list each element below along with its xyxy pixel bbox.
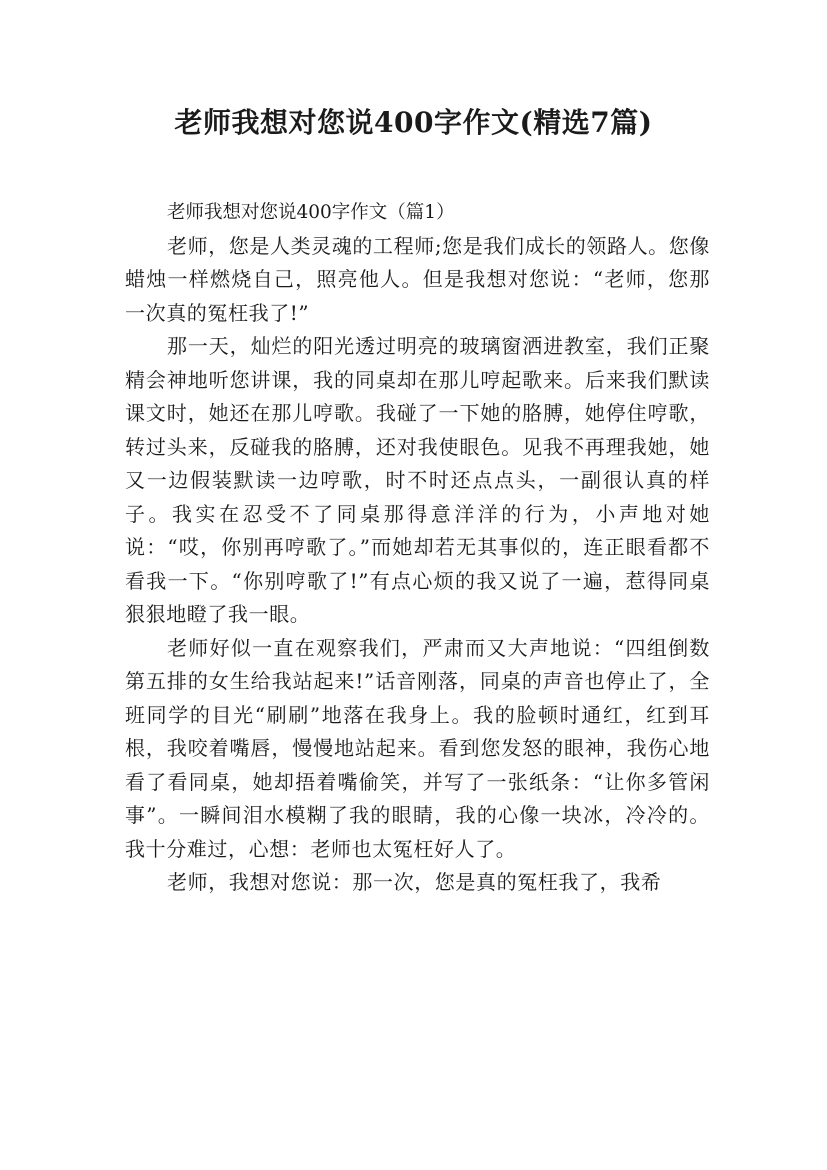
paragraph: 老师，您是人类灵魂的工程师;您是我们成长的领路人。您像蜡烛一样燃烧自己，照亮他人。但是我想对您说：“老师，您那一次真的冤枉我了!” bbox=[125, 233, 710, 325]
document-title: 老师我想对您说400字作文(精选7篇) bbox=[174, 106, 653, 139]
paragraph: 老师，我想对您说：那一次，您是真的冤枉我了，我希 bbox=[167, 870, 662, 894]
paragraph: 那一天，灿烂的阳光透过明亮的玻璃窗洒进教室，我们正聚精会神地听您讲课，我的同桌却在那儿哼起歌来。后来我们默读课文时，她还在那儿哼歌。我碰了一下她的胳膊，她停住哼歌，转过头来，反碰我的胳膊，还对我使眼色。见我不再理我她，她又一边假装默读一边哼歌，时不时还点点头，一副很认真的样子。我实在忍受不了同桌那得意洋洋的行为，小声地对她说：“哎，你别再哼歌了。”而她却若无其事似的，连正眼看都不看我一下。“你别哼歌了!”有点心烦的我又说了一遍，惹得同桌狠狠地瞪了我一眼。 bbox=[125, 334, 710, 626]
section-heading: 老师我想对您说400字作文（篇1） bbox=[167, 202, 455, 223]
paragraph: 老师好似一直在观察我们，严肃而又大声地说：“四组倒数第五排的女生给我站起来!”话音刚落，同桌的声音也停止了，全班同学的目光“刷刷”地落在我身上。我的脸顿时通红，红到耳根，我咬着嘴唇，慢慢地站起来。看到您发怒的眼神，我伤心地看了看同桌，她却捂着嘴偷笑，并写了一张纸条：“让你多管闲事”。一瞬间泪水模糊了我的眼睛，我的心像一块冰，冷冷的。我十分难过，心想：老师也太冤枉好人了。 bbox=[125, 635, 710, 861]
document-body bbox=[125, 196, 710, 900]
